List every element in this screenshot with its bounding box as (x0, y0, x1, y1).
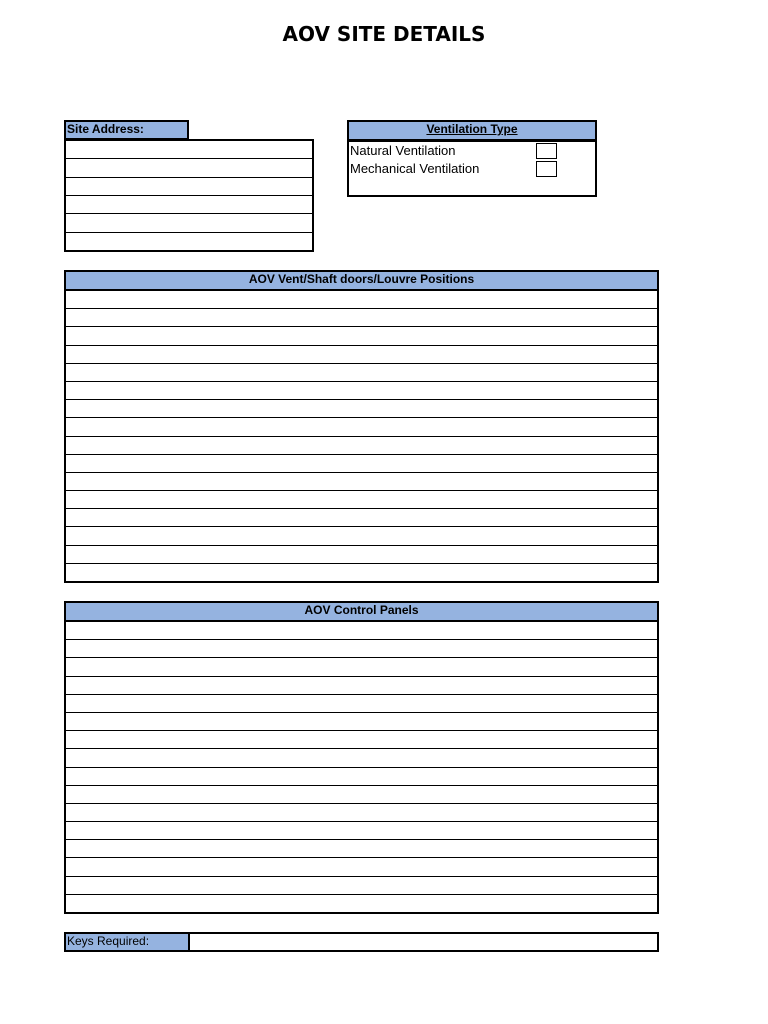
mechanical-ventilation-checkbox[interactable] (536, 161, 557, 177)
control-panel-row[interactable] (66, 749, 657, 767)
control-panel-row[interactable] (66, 840, 657, 858)
control-panel-row[interactable] (66, 713, 657, 731)
control-panel-row[interactable] (66, 622, 657, 640)
vent-positions-heading: AOV Vent/Shaft doors/Louvre Positions (64, 270, 659, 291)
site-address-line[interactable] (66, 141, 312, 159)
vent-position-row[interactable] (66, 491, 657, 509)
vent-position-row[interactable] (66, 455, 657, 473)
vent-position-row[interactable] (66, 309, 657, 327)
vent-position-row[interactable] (66, 509, 657, 527)
natural-ventilation-label: Natural Ventilation (350, 143, 456, 158)
vent-position-row[interactable] (66, 346, 657, 364)
control-panel-row[interactable] (66, 895, 657, 912)
control-panel-row[interactable] (66, 768, 657, 786)
control-panel-row[interactable] (66, 877, 657, 895)
ventilation-type-heading: Ventilation Type (347, 120, 597, 141)
site-address-line[interactable] (66, 178, 312, 196)
ventilation-type-box (347, 140, 597, 197)
site-address-label: Site Address: (64, 120, 189, 140)
control-panels-table (64, 620, 659, 914)
vent-position-row[interactable] (66, 527, 657, 545)
control-panels-heading: AOV Control Panels (64, 601, 659, 622)
site-address-line[interactable] (66, 214, 312, 232)
control-panel-row[interactable] (66, 677, 657, 695)
keys-required-label: Keys Required: (64, 932, 190, 952)
vent-position-row[interactable] (66, 564, 657, 581)
natural-ventilation-option (350, 143, 594, 161)
control-panel-row[interactable] (66, 822, 657, 840)
keys-required-field[interactable] (188, 932, 659, 952)
site-address-line[interactable] (66, 159, 312, 177)
site-address-box (64, 139, 314, 252)
mechanical-ventilation-label: Mechanical Ventilation (350, 161, 480, 176)
vent-position-row[interactable] (66, 382, 657, 400)
mechanical-ventilation-option (350, 161, 594, 179)
natural-ventilation-checkbox[interactable] (536, 143, 557, 159)
control-panel-row[interactable] (66, 731, 657, 749)
vent-position-row[interactable] (66, 473, 657, 491)
vent-position-row[interactable] (66, 364, 657, 382)
control-panel-row[interactable] (66, 858, 657, 876)
control-panel-row[interactable] (66, 786, 657, 804)
control-panel-row[interactable] (66, 695, 657, 713)
vent-position-row[interactable] (66, 400, 657, 418)
vent-position-row[interactable] (66, 437, 657, 455)
page-title: AOV SITE DETAILS (282, 22, 486, 46)
site-address-line[interactable] (66, 233, 312, 250)
vent-position-row[interactable] (66, 546, 657, 564)
control-panel-row[interactable] (66, 640, 657, 658)
control-panel-row[interactable] (66, 804, 657, 822)
vent-position-row[interactable] (66, 418, 657, 436)
site-address-line[interactable] (66, 196, 312, 214)
vent-position-row[interactable] (66, 291, 657, 309)
vent-position-row[interactable] (66, 327, 657, 345)
control-panel-row[interactable] (66, 658, 657, 676)
vent-positions-table (64, 289, 659, 583)
